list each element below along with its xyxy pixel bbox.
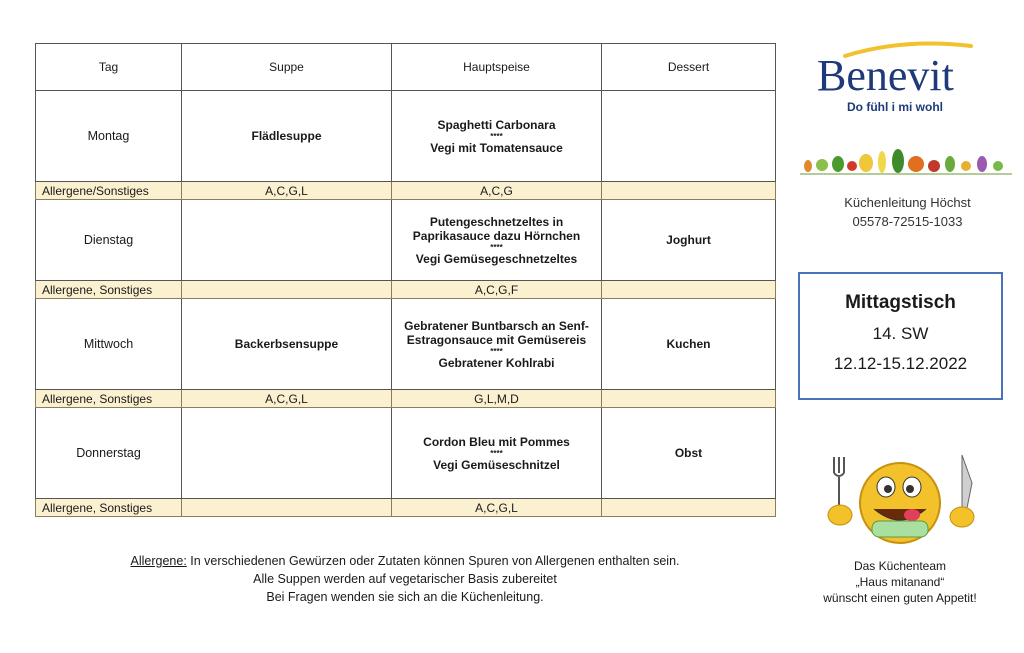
vegi-dish: Vegi mit Tomatensauce xyxy=(430,140,563,155)
dish-separator: **** xyxy=(490,346,503,356)
allergen-row xyxy=(36,281,776,299)
allergen-note xyxy=(35,552,775,606)
allergen-main: A,C,G,L xyxy=(392,499,602,517)
day-name: Montag xyxy=(36,91,182,182)
soup-cell: Backerbsensuppe xyxy=(182,299,392,390)
dish-separator: **** xyxy=(490,131,503,141)
allergen-soup: A,C,G,L xyxy=(182,390,392,408)
day-name: Mittwoch xyxy=(36,299,182,390)
allergen-main: G,L,M,D xyxy=(392,390,602,408)
kitchen-contact xyxy=(805,193,1010,231)
allergen-label: Allergene, Sonstiges xyxy=(36,499,182,517)
dish-separator: **** xyxy=(490,448,503,458)
vegi-dish: Vegi Gemüsegeschnetzeltes xyxy=(415,251,578,266)
day-name: Dienstag xyxy=(36,200,182,281)
logo-tagline: Do fühl i mi wohl xyxy=(847,100,943,114)
team-line-3: wünscht einen guten Appetit! xyxy=(823,591,977,605)
note-line-3: Bei Fragen wenden sie sich an die Küchenleitung. xyxy=(266,590,544,604)
table-header-row xyxy=(36,44,776,91)
allergen-label: Allergene, Sonstiges xyxy=(36,281,182,299)
table-row xyxy=(36,91,776,182)
day-name: Donnerstag xyxy=(36,408,182,499)
allergen-main: A,C,G xyxy=(392,182,602,200)
vegi-dish: Gebratener Kohlrabi xyxy=(438,355,555,370)
main-dish: Cordon Bleu mit Pommes xyxy=(423,434,570,449)
header-tag: Tag xyxy=(36,44,182,91)
kitchen-phone: 05578-72515-1033 xyxy=(852,214,963,229)
hungry-smiley-with-fork-and-knife-icon xyxy=(812,453,988,545)
info-title: Mittagstisch xyxy=(845,292,956,313)
note-line-1-text: In verschiedenen Gewürzen oder Zutaten können Spuren von Allergenen enthalten sein. xyxy=(186,554,680,568)
logo-wordmark: Benevit xyxy=(817,51,954,100)
allergen-soup xyxy=(182,499,392,517)
table-row xyxy=(36,408,776,499)
team-greeting xyxy=(795,558,1005,606)
soup-cell xyxy=(182,200,392,281)
dish-separator: **** xyxy=(490,242,503,252)
vegetable-characters-row-icon xyxy=(800,148,1012,182)
info-box xyxy=(798,272,1003,400)
main-cell xyxy=(392,200,602,281)
header-dessert: Dessert xyxy=(602,44,776,91)
team-line-2: „Haus mitanand“ xyxy=(855,575,945,589)
soup-cell: Flädlesuppe xyxy=(182,91,392,182)
table-row xyxy=(36,299,776,390)
team-line-1: Das Küchenteam xyxy=(853,559,947,573)
header-suppe: Suppe xyxy=(182,44,392,91)
header-hauptspeise: Hauptspeise xyxy=(392,44,602,91)
table-row xyxy=(36,200,776,281)
vegi-dish: Vegi Gemüseschnitzel xyxy=(433,457,560,472)
allergen-soup: A,C,G,L xyxy=(182,182,392,200)
allergen-row xyxy=(36,182,776,200)
dessert-cell xyxy=(602,91,776,182)
allergen-dessert xyxy=(602,281,776,299)
allergen-dessert xyxy=(602,499,776,517)
allergen-label: Allergene/Sonstiges xyxy=(36,182,182,200)
allergen-label: Allergene, Sonstiges xyxy=(36,390,182,408)
dessert-cell: Obst xyxy=(602,408,776,499)
allergen-dessert xyxy=(602,182,776,200)
dessert-cell: Kuchen xyxy=(602,299,776,390)
main-cell xyxy=(392,299,602,390)
main-dish: Gebratener Buntbarsch an Senf-Estragonsauce mit Gemüsereis xyxy=(404,318,589,347)
kitchen-lead: Küchenleitung Höchst xyxy=(844,195,971,210)
menu-table xyxy=(35,43,776,517)
note-line-2: Alle Suppen werden auf vegetarischer Basis zubereitet xyxy=(253,572,557,586)
soup-cell xyxy=(182,408,392,499)
dessert-cell: Joghurt xyxy=(602,200,776,281)
main-dish: Spaghetti Carbonara xyxy=(437,117,556,132)
main-cell xyxy=(392,91,602,182)
allergen-row xyxy=(36,390,776,408)
main-dish: Putengeschnetzeltes in Paprikasauce dazu Hörnchen xyxy=(412,214,581,243)
allergen-dessert xyxy=(602,390,776,408)
allergen-soup xyxy=(182,281,392,299)
benevit-logo xyxy=(805,40,985,120)
info-dates: 12.12-15.12.2022 xyxy=(833,354,968,373)
main-cell xyxy=(392,408,602,499)
info-week: 14. SW xyxy=(872,324,929,343)
note-allergen-label: Allergene: xyxy=(130,554,187,568)
allergen-row xyxy=(36,499,776,517)
allergen-main: A,C,G,F xyxy=(392,281,602,299)
note-line-1 xyxy=(35,552,775,570)
